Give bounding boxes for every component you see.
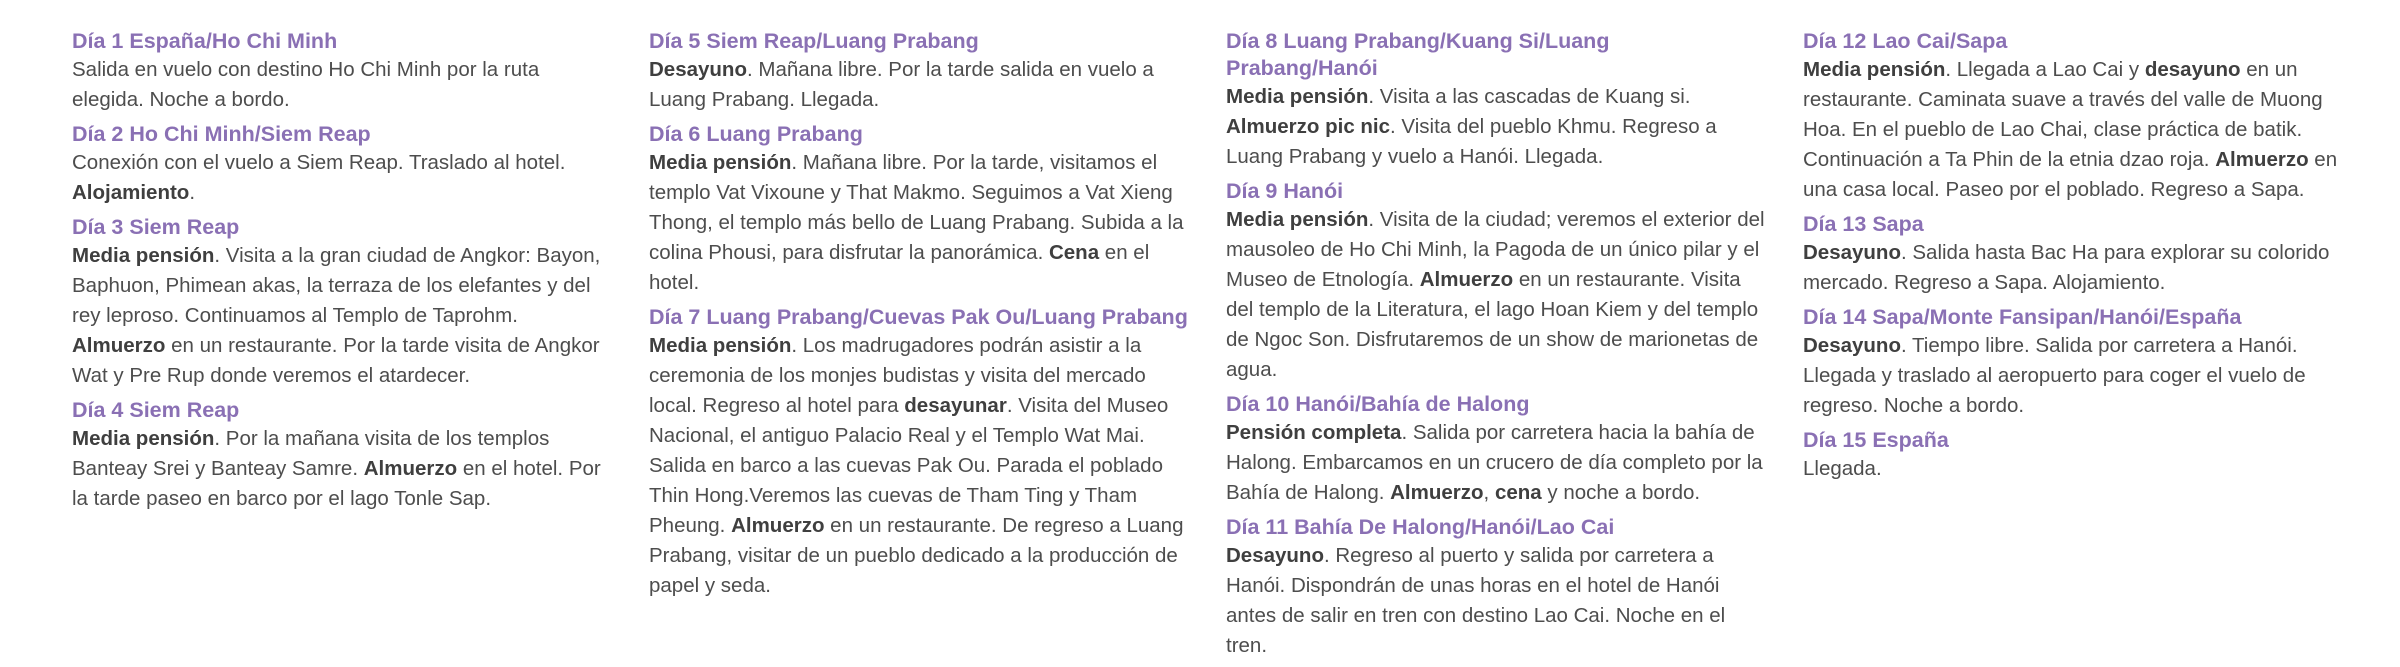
day-14 [1803,304,2343,421]
day-1 [72,28,612,115]
day-description [1803,238,2343,298]
bold-text-run: Media pensión [649,334,792,357]
day-description [1803,454,2343,484]
text-run: en un restaurante. Caminata suave a través del valle de Muong Hoa. En el pueblo de Lao Chai, clase práctica de batik. Continuación a Ta Phin de la etnia dzao roja. [1803,58,2323,171]
day-description [1803,331,2343,421]
day-title: Día 1 España/Ho Chi Minh [72,29,338,53]
day-10 [1226,391,1766,508]
bold-text-run: Almuerzo pic nic [1226,115,1391,138]
day-title: Día 8 Luang Prabang/Kuang Si/Luang Prabang/Hanói [1226,29,1610,80]
text-run: en el hotel. Por la tarde paseo en barco por el lago Tonle Sap. [72,457,601,510]
bold-text-run: Almuerzo [2215,148,2309,171]
text-run: . Visita a las cascadas de Kuang si. [1368,85,1691,108]
text-run: . Visita a la gran ciudad de Angkor: Bayon, Baphuon, Phimean akas, la terraza de los elefantes y del rey leproso. Continuamos al Templo de Taprohm. [72,244,601,327]
day-4 [72,397,612,514]
column-1 [72,28,612,520]
bold-text-run: Media pensión [72,427,215,450]
text-run: . Mañana libre. Por la tarde, visitamos el templo Vat Vixoune y That Makmo. Seguimos a Vat Xieng Thong, el templo más bello de Luang Prabang. Subida a la colina Phousi, para disfrutar la panorámica. [649,151,1184,264]
bold-text-run: Media pensión [72,244,215,267]
text-run: en una casa local. Paseo por el poblado. Regreso a Sapa. [1803,148,2338,201]
day-title: Día 2 Ho Chi Minh/Siem Reap [72,122,371,146]
text-run: . Regreso al puerto y salida por carretera a Hanói. Dispondrán de unas horas en el hotel de Hanói antes de salir en tren con destino Lao Cai. Noche en el tren. [1226,544,1726,657]
text-run: . Visita del Museo Nacional, el antiguo Palacio Real y el Templo Wat Mai. Salida en barco a las cuevas Pak Ou. Parada el poblado Thin Hong.Veremos las cuevas de Tham Ting y Tham Pheung. [649,394,1169,537]
day-title: Día 12 Lao Cai/Sapa [1803,29,2008,53]
bold-text-run: Media pensión [1226,208,1369,231]
text-run: en un restaurante. De regreso a Luang Prabang, visitar de un pueblo dedicado a la producción de papel y seda. [649,514,1184,597]
text-run: en un restaurante. Visita del templo de la Literatura, el lago Hoan Kiem y del templo de Ngoc Son. Disfrutaremos de un show de marionetas de agua. [1226,268,1759,381]
column-3 [1226,28,1766,667]
text-run: en el hotel. [649,241,1150,294]
day-title: Día 13 Sapa [1803,212,1924,236]
text-run: Salida en vuelo con destino Ho Chi Minh por la ruta elegida. Noche a bordo. [72,58,540,111]
text-run: . Mañana libre. Por la tarde salida en vuelo a Luang Prabang. Llegada. [649,58,1154,111]
text-run: . Salida por carretera hacia la bahía de Halong. Embarcamos en un crucero de día completo por la Bahía de Halong. [1226,421,1763,504]
day-title: Día 7 Luang Prabang/Cuevas Pak Ou/Luang Prabang [649,305,1188,329]
day-title: Día 11 Bahía De Halong/Hanói/Lao Cai [1226,515,1615,539]
bold-text-run: Desayuno [1803,334,1901,357]
day-description [1226,82,1766,172]
text-run: , [1483,481,1495,504]
day-description [72,148,612,208]
day-description [649,148,1189,298]
day-13 [1803,211,2343,298]
day-6 [649,121,1189,298]
bold-text-run: Almuerzo [1390,481,1484,504]
day-description [1226,418,1766,508]
day-7 [649,304,1189,601]
text-run: . Salida hasta Bac Ha para explorar su colorido mercado. Regreso a Sapa. Alojamiento. [1803,241,2330,294]
day-description [649,55,1189,115]
bold-text-run: Desayuno [649,58,747,81]
day-title: Día 3 Siem Reap [72,215,240,239]
text-run: Conexión con el vuelo a Siem Reap. Traslado al hotel. [72,151,566,174]
bold-text-run: desayuno [2144,58,2241,81]
day-description [1803,55,2343,205]
text-run: . Visita del pueblo Khmu. Regreso a Luang Prabang y vuelo a Hanói. Llegada. [1226,115,1717,168]
day-3 [72,214,612,391]
day-title: Día 9 Hanói [1226,179,1344,203]
text-run: . Por la mañana visita de los templos Banteay Srei y Banteay Samre. [72,427,550,480]
day-title: Día 6 Luang Prabang [649,122,863,146]
day-5 [649,28,1189,115]
day-description [1226,205,1766,385]
day-title: Día 4 Siem Reap [72,398,240,422]
day-description [1226,541,1766,661]
day-2 [72,121,612,208]
text-run: Llegada. [1803,457,1882,480]
column-2 [649,28,1189,607]
day-description [649,331,1189,601]
day-12 [1803,28,2343,205]
text-run: . Visita de la ciudad; veremos el exterior del mausoleo de Ho Chi Minh, la Pagoda de un único pilar y el Museo de Etnología. [1226,208,1765,291]
text-run: y noche a bordo. [1541,481,1701,504]
bold-text-run: cena [1494,481,1542,504]
day-title: Día 14 Sapa/Monte Fansipan/Hanói/España [1803,305,2242,329]
day-9 [1226,178,1766,385]
bold-text-run: Almuerzo [731,514,825,537]
day-8 [1226,28,1766,172]
bold-text-run: Media pensión [1226,85,1369,108]
bold-text-run: Desayuno [1803,241,1901,264]
day-title: Día 5 Siem Reap/Luang Prabang [649,29,979,53]
column-4 [1803,28,2343,490]
bold-text-run: Almuerzo [72,334,166,357]
bold-text-run: Media pensión [649,151,792,174]
bold-text-run: Desayuno [1226,544,1324,567]
day-title: Día 10 Hanói/Bahía de Halong [1226,392,1530,416]
bold-text-run: Almuerzo [1419,268,1514,291]
bold-text-run: Media pensión [1803,58,1946,81]
text-run: . Tiempo libre. Salida por carretera a Hanói. Llegada y traslado al aeropuerto para coger el vuelo de regreso. Noche a bordo. [1803,334,2306,417]
bold-text-run: Almuerzo [363,457,458,480]
text-run: en un restaurante. Por la tarde visita de Angkor Wat y Pre Rup donde veremos el atardecer. [72,334,600,387]
text-run: . Llegada a Lao Cai y [1945,58,2145,81]
day-15 [1803,427,2343,484]
bold-text-run: Alojamiento [72,181,190,204]
day-description [72,55,612,115]
day-title: Día 15 España [1803,428,1949,452]
day-description [72,241,612,391]
bold-text-run: Pensión completa [1226,421,1402,444]
bold-text-run: Cena [1048,241,1100,264]
text-run: . Los madrugadores podrán asistir a la ceremonia de los monjes budistas y visita del mercado local. Regreso al hotel para [649,334,1146,417]
day-description [72,424,612,514]
text-run: . [189,181,196,204]
day-11 [1226,514,1766,661]
bold-text-run: desayunar [904,394,1007,417]
